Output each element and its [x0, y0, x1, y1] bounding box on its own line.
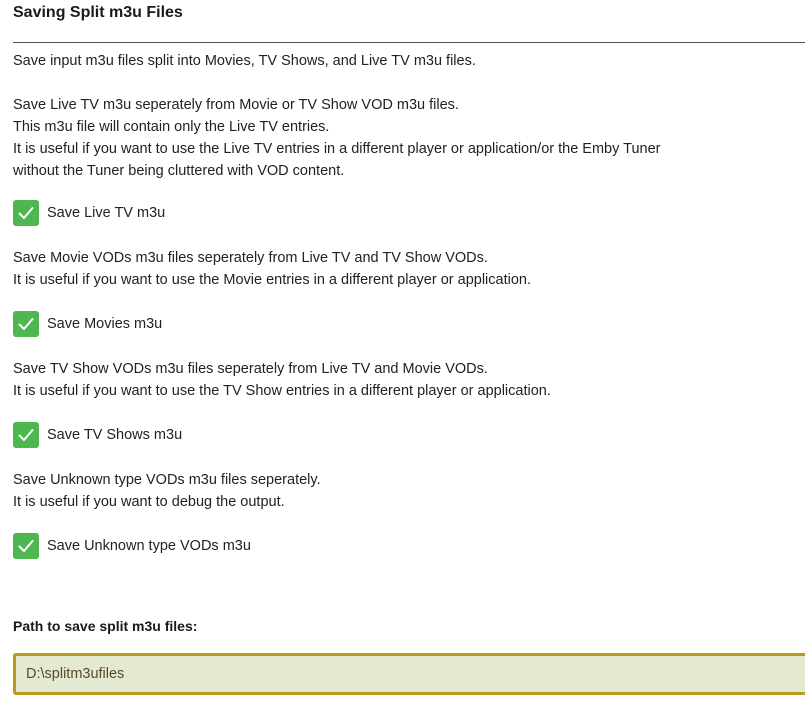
checkmark-icon [18, 539, 34, 553]
description-line: Save Unknown type VODs m3u files seperately. [13, 472, 321, 488]
description-line: without the Tuner being cluttered with VOD content. [13, 163, 345, 179]
checkmark-icon [18, 206, 34, 220]
save-movies-option[interactable] [13, 311, 162, 337]
movies-description [13, 247, 531, 291]
description-line: Save TV Show VODs m3u files seperately from Live TV and Movie VODs. [13, 361, 488, 377]
save-tv-shows-label[interactable]: Save TV Shows m3u [47, 427, 183, 443]
save-movies-label[interactable]: Save Movies m3u [47, 316, 163, 332]
tv-shows-description [13, 358, 551, 402]
save-unknown-label[interactable]: Save Unknown type VODs m3u [47, 538, 251, 554]
save-tv-shows-checkbox[interactable] [13, 422, 39, 448]
description-line: Save Live TV m3u seperately from Movie or TV Show VOD m3u files. [13, 97, 459, 113]
save-live-tv-label[interactable]: Save Live TV m3u [47, 205, 166, 221]
description-line: Save Movie VODs m3u files seperately from Live TV and TV Show VODs. [13, 250, 488, 266]
description-line: It is useful if you want to debug the output. [13, 494, 285, 510]
description-line: It is useful if you want to use the Movie entries in a different player or application. [13, 272, 531, 288]
intro-text: Save input m3u files split into Movies, TV Shows, and Live TV m3u files. [13, 53, 476, 69]
save-live-tv-checkbox[interactable] [13, 200, 39, 226]
save-live-tv-option[interactable] [13, 200, 165, 226]
save-unknown-checkbox[interactable] [13, 533, 39, 559]
checkmark-icon [18, 317, 34, 331]
description-line: It is useful if you want to use the TV Show entries in a different player or application. [13, 383, 551, 399]
save-unknown-option[interactable] [13, 533, 251, 559]
save-movies-checkbox[interactable] [13, 311, 39, 337]
save-tv-shows-option[interactable] [13, 422, 182, 448]
page-title: Saving Split m3u Files [13, 4, 183, 21]
description-line: It is useful if you want to use the Live TV entries in a different player or application/or the Emby Tuner [13, 141, 661, 157]
unknown-description [13, 469, 321, 513]
live-tv-description [13, 94, 660, 182]
path-input[interactable] [13, 653, 805, 695]
checkmark-icon [18, 428, 34, 442]
description-line: This m3u file will contain only the Live TV entries. [13, 119, 330, 135]
path-label: Path to save split m3u files: [13, 618, 198, 634]
title-divider [13, 42, 805, 43]
